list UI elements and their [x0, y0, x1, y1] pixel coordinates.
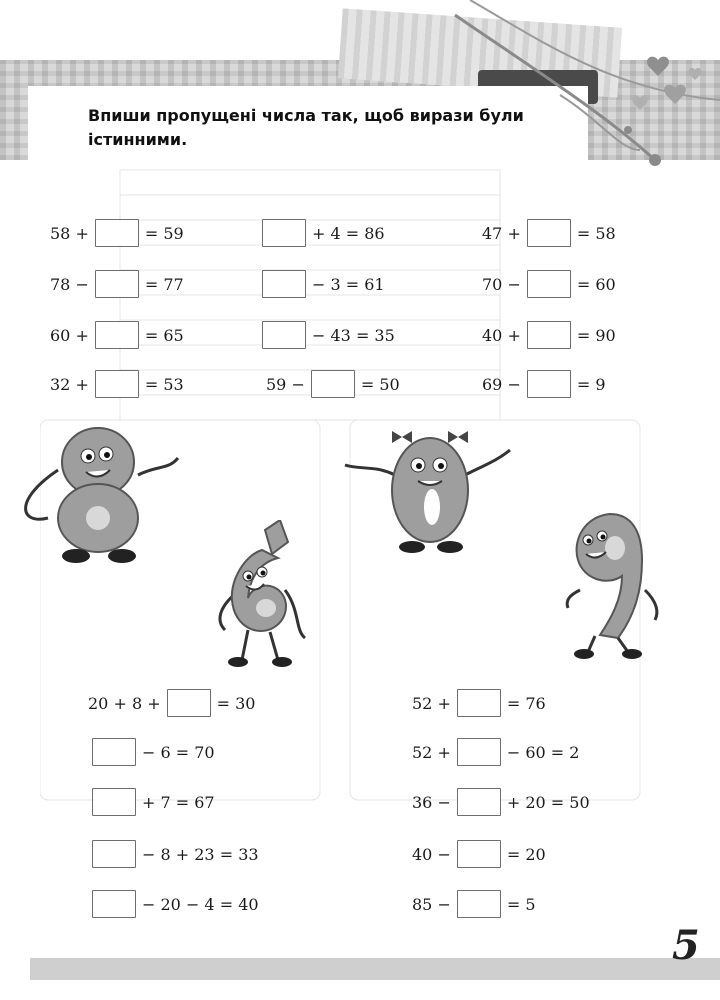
branch-with-hearts-decoration [0, 0, 720, 200]
answer-box[interactable] [262, 321, 306, 349]
answer-box[interactable] [311, 370, 355, 398]
equation-text: + 4 = 86 [312, 223, 385, 243]
answer-box[interactable] [262, 219, 306, 247]
instruction-text: Впиши пропущені числа так, щоб вирази були істинними. [88, 106, 524, 149]
equation-row2-col1 [48, 270, 186, 298]
equation-text: − 20 − 4 = 40 [142, 894, 259, 914]
equation-text: − 3 = 61 [312, 274, 385, 294]
equation-text: = 59 [144, 223, 184, 243]
equation-text: 85 − [412, 894, 451, 914]
answer-box[interactable] [457, 738, 501, 766]
equation-text: 32 + [50, 374, 89, 394]
equation-bottom-left-3 [88, 788, 217, 816]
digit-9-character [560, 510, 670, 660]
equation-row2-col2 [258, 270, 387, 298]
equation-text: = 53 [144, 374, 184, 394]
answer-box[interactable] [262, 270, 306, 298]
equation-row1-col3 [480, 219, 618, 247]
equation-bottom-right-1 [410, 689, 548, 717]
equation-row3-col1 [48, 321, 186, 349]
equation-text: 36 − [412, 792, 451, 812]
equation-text: = 9 [576, 374, 606, 394]
equation-row3-col2 [258, 321, 397, 349]
equation-text: − 8 + 23 = 33 [142, 844, 259, 864]
equation-bottom-right-5 [410, 890, 538, 918]
equation-bottom-right-2 [410, 738, 581, 766]
equation-row4-col2 [264, 370, 402, 398]
digit-0-character [340, 425, 520, 555]
answer-box[interactable] [92, 788, 136, 816]
equation-text: = 65 [144, 325, 184, 345]
answer-box[interactable] [92, 890, 136, 918]
digit-6-character [200, 520, 310, 670]
equation-text: = 30 [216, 693, 256, 713]
answer-box[interactable] [95, 321, 139, 349]
equation-bottom-left-5 [88, 890, 261, 918]
equation-row3-col3 [480, 321, 618, 349]
equation-text: 47 + [482, 223, 521, 243]
equation-text: 58 + [50, 223, 89, 243]
equation-text: 52 + [412, 742, 451, 762]
equation-text: − 60 = 2 [506, 742, 580, 762]
answer-box[interactable] [457, 788, 501, 816]
equation-text: = 60 [576, 274, 616, 294]
equation-bottom-right-4 [410, 840, 548, 868]
answer-box[interactable] [457, 689, 501, 717]
equation-text: = 77 [144, 274, 184, 294]
equation-text: 69 − [482, 374, 521, 394]
equation-text: 78 − [50, 274, 89, 294]
answer-box[interactable] [167, 689, 211, 717]
answer-box[interactable] [92, 738, 136, 766]
answer-box[interactable] [457, 890, 501, 918]
answer-box[interactable] [92, 840, 136, 868]
equation-row4-col3 [480, 370, 608, 398]
equation-text: + 20 = 50 [506, 792, 590, 812]
equation-text: = 5 [506, 894, 536, 914]
equation-row1-col2 [258, 219, 387, 247]
equation-text: 40 − [412, 844, 451, 864]
equation-text: 60 + [50, 325, 89, 345]
equation-text: = 58 [576, 223, 616, 243]
equation-bottom-left-1 [86, 689, 257, 717]
equation-text: 70 − [482, 274, 521, 294]
answer-box[interactable] [95, 370, 139, 398]
footer-decorative-strip [30, 958, 720, 980]
equation-text: 59 − [266, 374, 305, 394]
equation-bottom-right-3 [410, 788, 592, 816]
equation-row4-col1 [48, 370, 186, 398]
digit-8-character [18, 420, 193, 570]
equation-text: = 76 [506, 693, 546, 713]
page-number: 5 [672, 922, 700, 969]
equation-text: = 90 [576, 325, 616, 345]
equation-text: − 43 = 35 [312, 325, 395, 345]
equation-text: 20 + 8 + [88, 693, 161, 713]
answer-box[interactable] [95, 270, 139, 298]
equation-row2-col3 [480, 270, 618, 298]
heart-icon [647, 57, 669, 76]
answer-box[interactable] [527, 270, 571, 298]
answer-box[interactable] [457, 840, 501, 868]
equation-text: 40 + [482, 325, 521, 345]
answer-box[interactable] [527, 370, 571, 398]
equation-text: = 50 [360, 374, 400, 394]
answer-box[interactable] [527, 219, 571, 247]
equation-bottom-left-4 [88, 840, 261, 868]
equation-text: − 6 = 70 [142, 742, 215, 762]
equation-row1-col1 [48, 219, 186, 247]
equation-bottom-left-2 [88, 738, 217, 766]
answer-box[interactable] [95, 219, 139, 247]
answer-box[interactable] [527, 321, 571, 349]
equation-text: 52 + [412, 693, 451, 713]
equation-text: + 7 = 67 [142, 792, 215, 812]
equation-text: = 20 [506, 844, 546, 864]
